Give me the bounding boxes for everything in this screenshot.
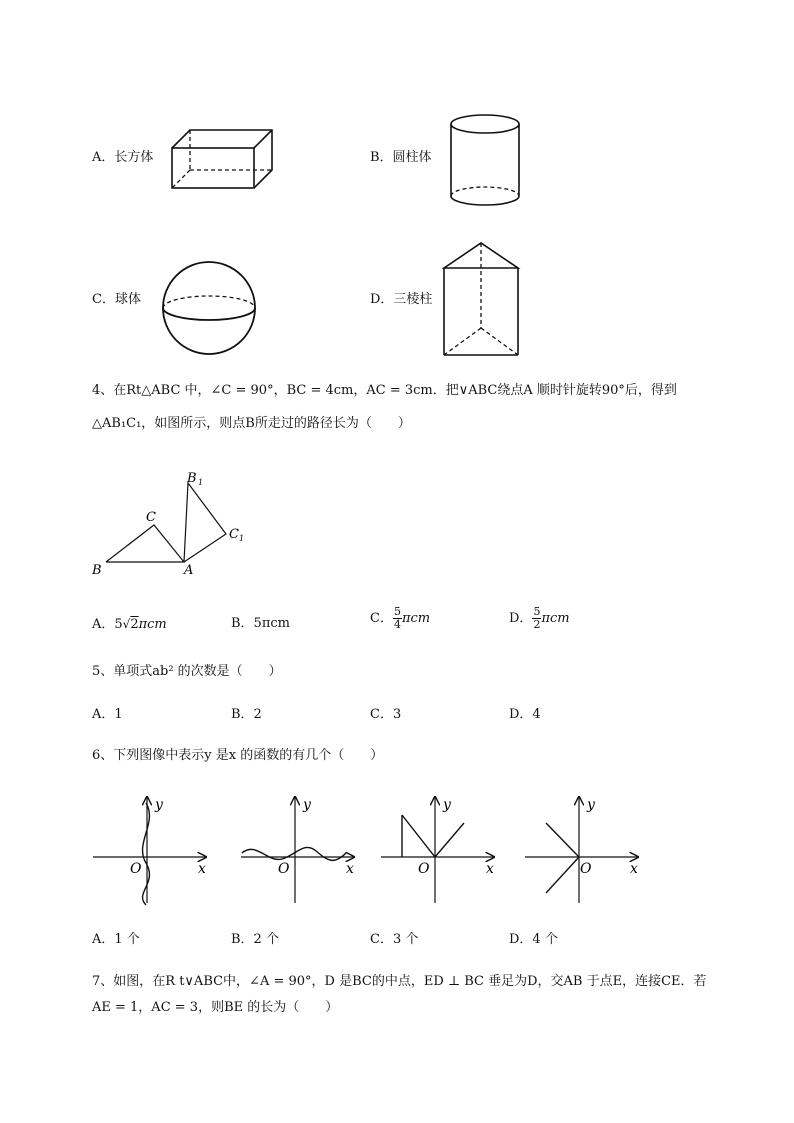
graph-3-x-label: x xyxy=(486,861,494,877)
q4-option-c: C． $\frac{5}{4}$ πcm xyxy=(370,605,431,631)
graph-3-v-with-vertical xyxy=(378,793,504,908)
q4-stem-line1: 4、在Rt△ABC 中，∠C = 90°，BC = 4cm，AC = 3cm．把∨ABC绕点A 顺时针旋转90°后，得到 xyxy=(92,383,677,398)
q3-option-a: A．长方体 xyxy=(92,150,154,165)
label-c1: C xyxy=(229,527,239,542)
label-b1: B xyxy=(187,471,197,486)
q6-option-c: C．3 个 xyxy=(370,932,419,947)
graph-2-sine-horizontal xyxy=(238,793,364,908)
q6-option-b: B．2 个 xyxy=(231,932,279,947)
label-a: A xyxy=(184,563,194,578)
cuboid-figure xyxy=(170,128,274,192)
q4-option-b: B．5πcm xyxy=(231,616,290,631)
label-b1-sub: 1 xyxy=(198,478,204,487)
q5-option-d: D．4 xyxy=(509,707,541,722)
rotation-triangle-figure xyxy=(88,466,258,580)
label-c: C xyxy=(146,510,156,525)
q3-option-c: C．球体 xyxy=(92,292,141,307)
q5-option-c: C．3 xyxy=(370,707,402,722)
sphere-figure xyxy=(160,259,260,359)
graph-2-x-label: x xyxy=(346,861,354,877)
q5-stem: 5、单项式ab² 的次数是（ ） xyxy=(92,664,282,679)
graph-4-origin-label: O xyxy=(580,861,592,877)
graph-3-y-label: y xyxy=(443,797,451,813)
label-b: B xyxy=(92,563,102,578)
label-c1-sub: 1 xyxy=(239,534,245,543)
graph-4-x-label: x xyxy=(630,861,638,877)
q4-option-d: D． $\frac{5}{2}$ πcm xyxy=(509,605,570,631)
q6-stem: 6、下列图像中表示y 是x 的函数的有几个（ ） xyxy=(92,748,384,763)
graph-3-origin-label: O xyxy=(418,861,430,877)
q5-option-b: B．2 xyxy=(231,707,262,722)
cylinder-figure xyxy=(448,113,522,209)
graph-1-y-label: y xyxy=(155,797,163,813)
graph-1-x-label: x xyxy=(198,861,206,877)
graph-2-y-label: y xyxy=(303,797,311,813)
triangular-prism-figure xyxy=(441,240,523,360)
q5-option-a: A．1 xyxy=(92,707,123,722)
q7-stem-line2: AE = 1，AC = 3，则BE 的长为（ ） xyxy=(92,1000,339,1015)
graph-4-sideways-v xyxy=(522,793,648,908)
q3-option-b: B．圆柱体 xyxy=(370,150,432,165)
q3-option-d: D．三棱柱 xyxy=(370,292,433,307)
graph-1-sine-vertical xyxy=(90,793,216,908)
graph-4-y-label: y xyxy=(587,797,595,813)
q4-option-a: A．5√2πcm xyxy=(92,617,167,632)
q6-option-d: D．4 个 xyxy=(509,932,558,947)
q7-stem-line1: 7、如图，在R t∨ABC中，∠A = 90°，D 是BC的中点，ED ⊥ BC 垂足为D，交AB 于点E，连接CE．若 xyxy=(92,974,707,989)
q6-option-a: A．1 个 xyxy=(92,932,140,947)
graph-1-origin-label: O xyxy=(130,861,142,877)
graph-2-origin-label: O xyxy=(278,861,290,877)
q4-stem-line2: △AB₁C₁，如图所示，则点B所走过的路径长为（ ） xyxy=(92,416,411,431)
